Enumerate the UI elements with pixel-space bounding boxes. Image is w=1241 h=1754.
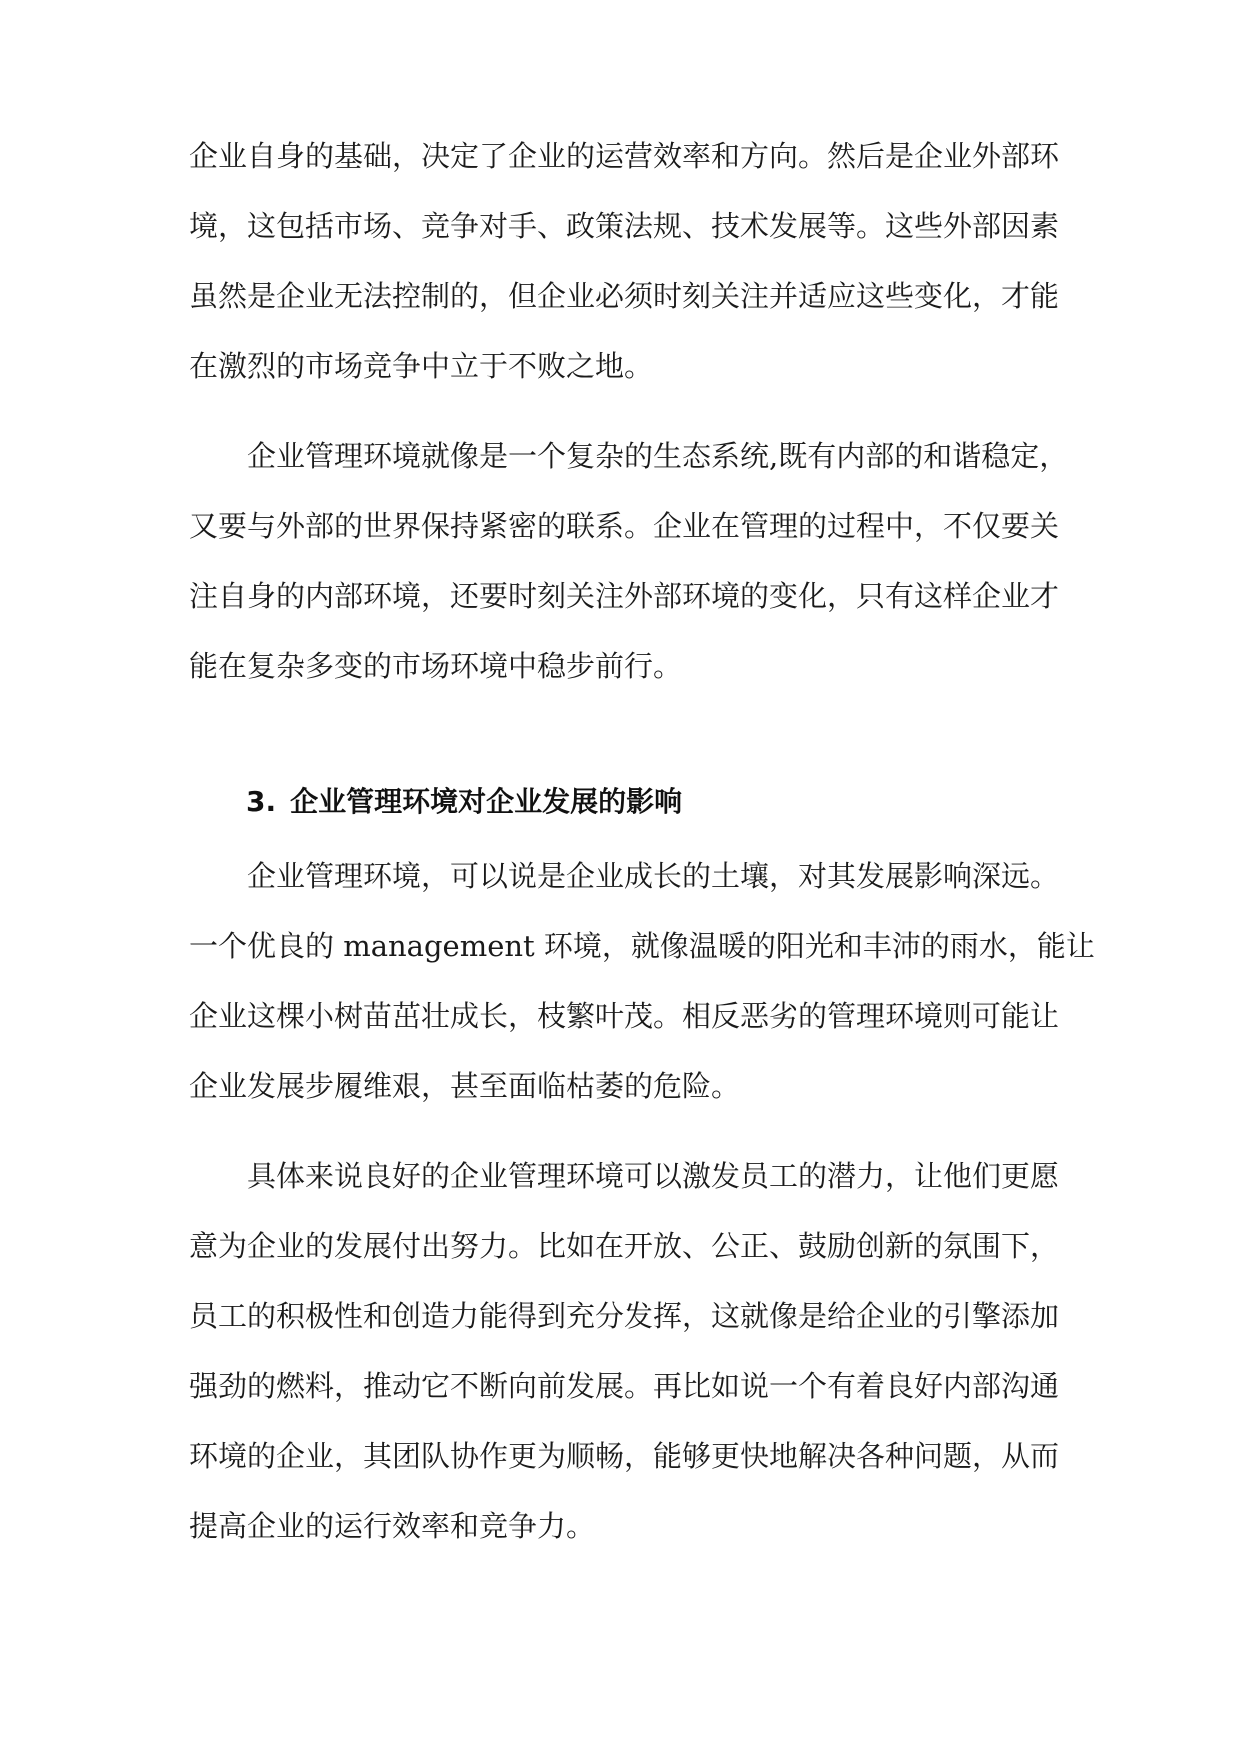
paragraph-line: 企业自身的基础，决定了企业的运营效率和方向。然后是企业外部环 (189, 139, 1060, 173)
paragraph-line: 提高企业的运行效率和竞争力。 (189, 1509, 596, 1543)
paragraph-line: 虽然是企业无法控制的，但企业必须时刻关注并适应这些变化，才能 (189, 279, 1060, 313)
paragraph-line: 环境的企业，其团队协作更为顺畅，能够更快地解决各种问题，从而 (189, 1439, 1060, 1473)
paragraph-line: 员工的积极性和创造力能得到充分发挥，这就像是给企业的引擎添加 (189, 1299, 1060, 1333)
paragraph-line: 具体来说良好的企业管理环境可以激发员工的潜力，让他们更愿 (247, 1159, 1060, 1193)
paragraph-line: 能在复杂多变的市场环境中稳步前行。 (189, 649, 683, 683)
paragraph-line: 企业管理环境就像是一个复杂的生态系统,既有内部的和谐稳定， (247, 439, 1069, 473)
paragraph-line: 意为企业的发展付出努力。比如在开放、公正、鼓励创新的氛围下， (189, 1229, 1060, 1263)
paragraph-line: 企业管理环境，可以说是企业成长的土壤，对其发展影响深远。 (247, 859, 1060, 893)
paragraph-line: 在激烈的市场竞争中立于不败之地。 (189, 349, 654, 383)
paragraph-line: 企业这棵小树苗茁壮成长，枝繁叶茂。相反恶劣的管理环境则可能让 (189, 999, 1060, 1033)
paragraph-line: 企业发展步履维艰，甚至面临枯萎的危险。 (189, 1069, 741, 1103)
paragraph-line: 又要与外部的世界保持紧密的联系。企业在管理的过程中，不仅要关 (189, 509, 1060, 543)
section-title: 企业管理环境对企业发展的影响 (290, 785, 683, 818)
section-number: 3. (246, 785, 277, 818)
section-heading (246, 782, 682, 822)
paragraph-line: 一个优良的 management 环境，就像温暖的阳光和丰沛的雨水，能让 (189, 929, 1095, 963)
paragraph-line: 境，这包括市场、竞争对手、政策法规、技术发展等。这些外部因素 (189, 209, 1060, 243)
paragraph-line: 注自身的内部环境，还要时刻关注外部环境的变化，只有这样企业才 (189, 579, 1060, 613)
paragraph-line: 强劲的燃料，推动它不断向前发展。再比如说一个有着良好内部沟通 (189, 1369, 1060, 1403)
